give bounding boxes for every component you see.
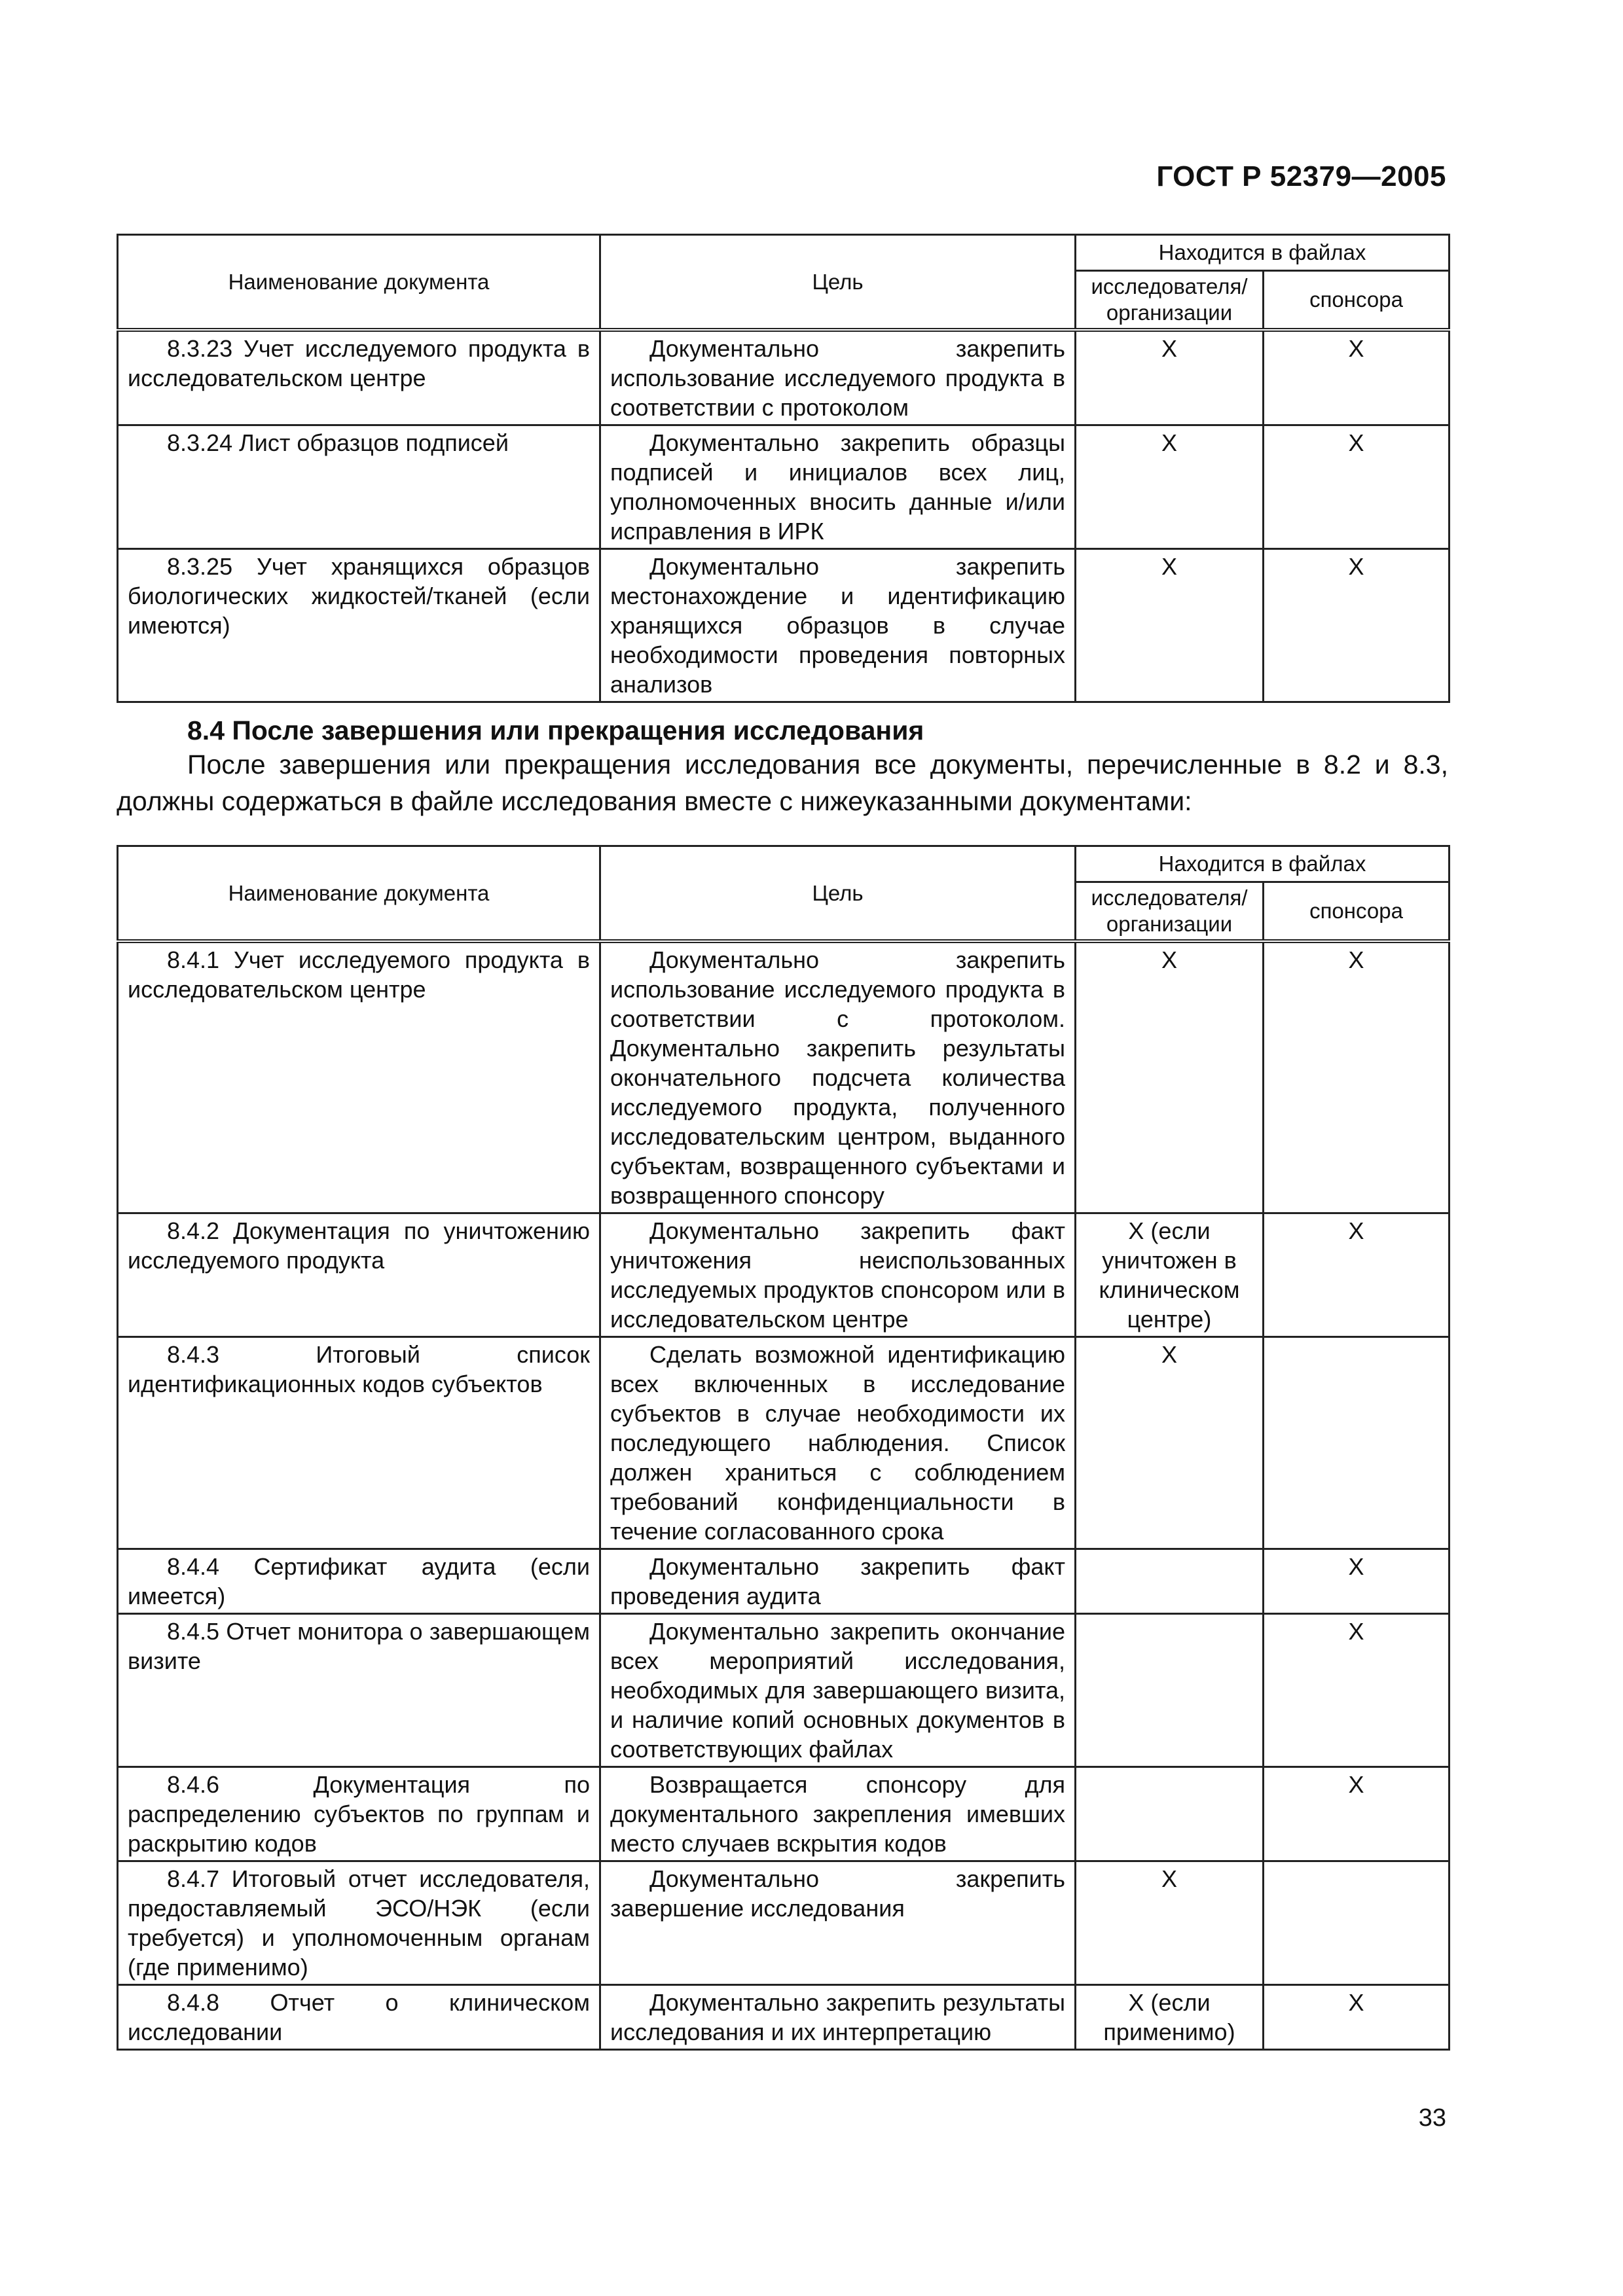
sponsor-mark: X	[1264, 330, 1450, 425]
table-row	[118, 425, 1450, 549]
page-number: 33	[1418, 2104, 1446, 2132]
document-purpose: Документально закрепить местонахождение и идентификацию хранящихся образцов в случае необходимости проведения повторных анализов	[610, 553, 1065, 698]
document-purpose: Документально закрепить использование исследуемого продукта в соответствии с протоколом	[610, 335, 1065, 421]
investigator-mark	[1076, 1614, 1264, 1767]
standard-code-header: ГОСТ Р 52379—2005	[1156, 160, 1446, 192]
investigator-mark: X	[1076, 549, 1264, 702]
column-header-investigator: исследователя/ организации	[1076, 882, 1264, 942]
document-name: 8.4.8 Отчет о клиническом исследовании	[128, 1989, 590, 2045]
column-header-name: Наименование документа	[118, 235, 600, 331]
sponsor-mark: X	[1264, 1213, 1450, 1337]
sponsor-mark: X	[1264, 1985, 1450, 2050]
document-name: 8.4.2 Документация по уничтожению исследуемого продукта	[128, 1217, 590, 1274]
column-header-purpose: Цель	[600, 846, 1076, 942]
investigator-mark: X (если уничтожен в клиническом центре)	[1076, 1213, 1264, 1337]
investigator-mark	[1076, 1767, 1264, 1861]
document-name: 8.4.1 Учет исследуемого продукта в исследовательском центре	[128, 946, 590, 1003]
document-purpose: Возвращается спонсору для документального закрепления имевших место случаев вскрытия кодов	[610, 1771, 1065, 1857]
document-purpose: Документально закрепить использование исследуемого продукта в соответствии с протоколом. Документально закрепить результаты окончательного подсчета количества исследуемого продукта, полученного исследовательским центром, выданного субъектам, возвращенного субъектами и возвращенного спонсору	[610, 946, 1065, 1209]
column-header-sponsor: спонсора	[1264, 271, 1450, 331]
sponsor-mark	[1264, 1337, 1450, 1549]
document-name: 8.3.23 Учет исследуемого продукта в исследовательском центре	[128, 335, 590, 391]
column-header-location-group: Находится в файлах	[1076, 235, 1450, 271]
column-header-purpose: Цель	[600, 235, 1076, 331]
document-name: 8.3.24 Лист образцов подписей	[167, 429, 509, 456]
document-name: 8.4.3 Итоговый список идентификационных кодов субъектов	[128, 1341, 590, 1397]
documents-table-8-4	[117, 845, 1450, 2051]
table-row	[118, 330, 1450, 425]
document-purpose: Документально закрепить окончание всех мероприятий исследования, необходимых для завершающего визита, и наличие копий основных документов в соответствующих файлах	[610, 1618, 1065, 1763]
table-row	[118, 1213, 1450, 1337]
table-row	[118, 1614, 1450, 1767]
section-title: 8.4 После завершения или прекращения исследования	[187, 715, 924, 745]
sponsor-mark	[1264, 1861, 1450, 1985]
table-row	[118, 1985, 1450, 2050]
sponsor-mark: X	[1264, 1614, 1450, 1767]
investigator-mark: X	[1076, 1861, 1264, 1985]
column-header-location-group: Находится в файлах	[1076, 846, 1450, 882]
table-row	[118, 1767, 1450, 1861]
investigator-mark: X (если применимо)	[1076, 1985, 1264, 2050]
investigator-mark	[1076, 1549, 1264, 1614]
document-purpose: Документально закрепить факт уничтожения неиспользованных исследуемых продуктов спонсором или в исследовательском центре	[610, 1217, 1065, 1333]
investigator-mark: X	[1076, 941, 1264, 1213]
document-name: 8.4.4 Сертификат аудита (если имеется)	[128, 1553, 590, 1609]
documents-table-8-3	[117, 234, 1450, 703]
sponsor-mark: X	[1264, 1549, 1450, 1614]
document-name: 8.3.25 Учет хранящихся образцов биологических жидкостей/тканей (если имеются)	[128, 553, 590, 639]
table-row	[118, 1549, 1450, 1614]
document-name: 8.4.6 Документация по распределению субъектов по группам и раскрытию кодов	[128, 1771, 590, 1857]
investigator-mark: X	[1076, 1337, 1264, 1549]
document-purpose: Документально закрепить факт проведения аудита	[610, 1553, 1065, 1609]
investigator-mark: X	[1076, 330, 1264, 425]
document-purpose: Документально закрепить образцы подписей и инициалов всех лиц, уполномоченных вносить данные и/или исправления в ИРК	[610, 429, 1065, 545]
table-row	[118, 1861, 1450, 1985]
document-purpose: Сделать возможной идентификацию всех включенных в исследование субъектов в случае необходимости их последующего наблюдения. Список должен храниться с соблюдением требований конфиденциальности в течение согласованного срока	[610, 1341, 1065, 1545]
table-row	[118, 941, 1450, 1213]
sponsor-mark: X	[1264, 941, 1450, 1213]
column-header-sponsor: спонсора	[1264, 882, 1450, 942]
investigator-mark: X	[1076, 425, 1264, 549]
document-name: 8.4.7 Итоговый отчет исследователя, предоставляемый ЭСО/НЭК (если требуется) и уполномоченным органам (где применимо)	[128, 1865, 590, 1981]
column-header-investigator: исследователя/ организации	[1076, 271, 1264, 331]
table-row	[118, 1337, 1450, 1549]
sponsor-mark: X	[1264, 425, 1450, 549]
sponsor-mark: X	[1264, 549, 1450, 702]
section-paragraph-text: После завершения или прекращения исследования все документы, перечисленные в 8.2 и 8.3, должны содержаться в файле исследования вместе с нижеуказанными документами:	[117, 749, 1448, 816]
document-purpose: Документально закрепить результаты исследования и их интерпретацию	[610, 1989, 1065, 2045]
section-paragraph	[117, 746, 1448, 819]
table-row	[118, 549, 1450, 702]
document-name: 8.4.5 Отчет монитора о завершающем визите	[128, 1618, 590, 1674]
column-header-name: Наименование документа	[118, 846, 600, 942]
document-purpose: Документально закрепить завершение исследования	[610, 1865, 1065, 1922]
sponsor-mark: X	[1264, 1767, 1450, 1861]
